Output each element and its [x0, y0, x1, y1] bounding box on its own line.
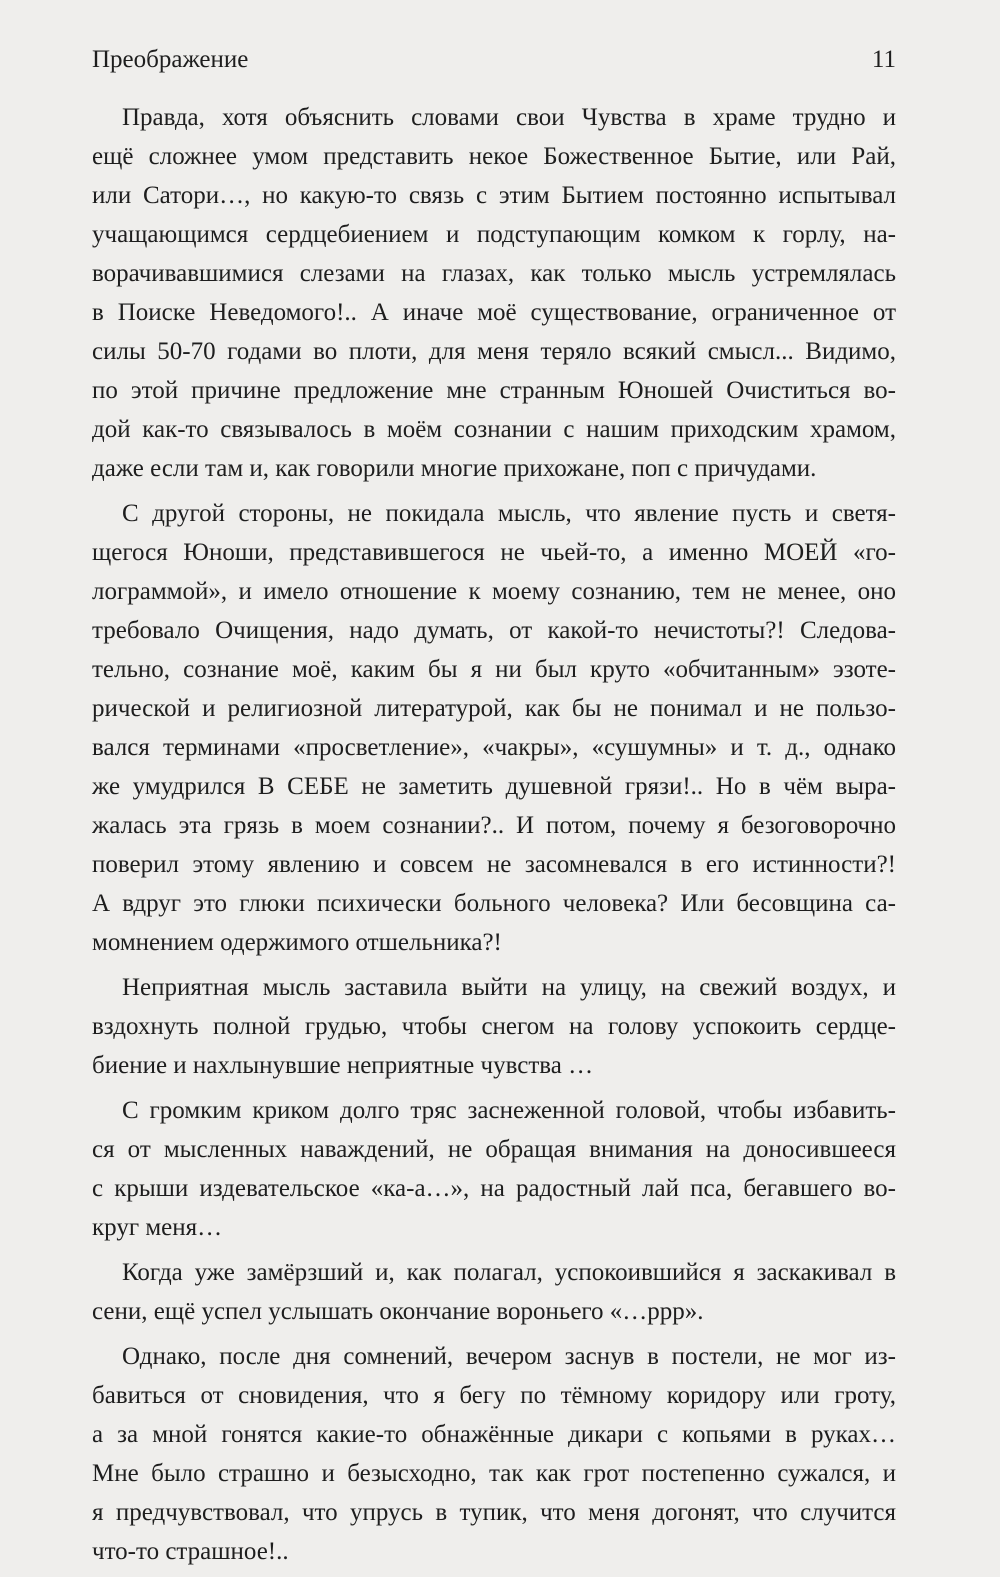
text-line: щегося Юноши, представившегося не чьей-то, а именно МОЕЙ «го-	[92, 539, 896, 566]
text-line: лограммой», и имело отношение к моему сознанию, тем не менее, оно	[92, 578, 896, 605]
text-line: бавиться от сновидения, что я бегу по тёмному коридору или гроту,	[92, 1382, 896, 1409]
text-line: сени, ещё успел услышать окончание вороньего «…ррр».	[92, 1298, 704, 1325]
text-line: А вдруг это глюки психически больного человека? Или бесовщина са-	[92, 890, 896, 917]
text-line: поверил этому явлению и совсем не засомневался в его истинности?!	[92, 851, 896, 878]
page-header	[92, 42, 896, 82]
text-line: рической и религиозной литературой, как бы не понимал и не пользо-	[92, 695, 896, 722]
text-line: ворачивавшимися слезами на глазах, как только мысль устремлялась	[92, 260, 896, 287]
paragraph	[92, 968, 896, 1085]
text-line: Неприятная мысль заставила выйти на улицу, на свежий воздух, и	[122, 974, 896, 1001]
text-line: в Поиске Неведомого!.. А иначе моё существование, ограниченное от	[92, 299, 896, 326]
paragraph	[92, 1091, 896, 1247]
running-title: Преображение	[92, 46, 249, 73]
text-line: С громким криком долго тряс заснеженной головой, чтобы избавить-	[122, 1097, 896, 1124]
paragraph	[92, 494, 896, 962]
paragraph	[92, 1253, 896, 1331]
text-line: Мне было страшно и безысходно, так как грот постепенно сужался, и	[92, 1460, 896, 1487]
text-line: или Сатори…, но какую-то связь с этим Бытием постоянно испытывал	[92, 182, 896, 209]
text-line: требовало Очищения, надо думать, от какой-то нечистоты?! Следова-	[92, 617, 896, 644]
text-line: же умудрился В СЕБЕ не заметить душевной грязи!.. Но в чём выра-	[92, 773, 896, 800]
text-line: ещё сложнее умом представить некое Божественное Бытие, или Рай,	[92, 143, 896, 170]
text-line: я предчувствовал, что упрусь в тупик, что меня догонят, что случится	[92, 1499, 896, 1526]
text-line: тельно, сознание моё, каким бы я ни был круто «обчитанным» эзоте-	[92, 656, 896, 683]
text-line: что-то страшное!..	[92, 1538, 289, 1565]
body-text	[92, 98, 896, 1577]
text-line: ся от мысленных наваждений, не обращая внимания на доносившееся	[92, 1136, 896, 1163]
text-line: круг меня…	[92, 1214, 223, 1241]
text-line: с крыши издевательское «ка-а…», на радостный лай пса, бегавшего во-	[92, 1175, 896, 1202]
text-line: а за мной гонятся какие-то обнажённые дикари с копьями в руках…	[92, 1421, 896, 1448]
page-number: 11	[871, 46, 896, 73]
text-line: С другой стороны, не покидала мысль, что явление пусть и светя-	[122, 500, 896, 527]
text-line: Когда уже замёрзший и, как полагал, успокоившийся я заскакивал в	[122, 1259, 896, 1286]
paragraph	[92, 98, 896, 488]
text-line: по этой причине предложение мне странным Юношей Очиститься во-	[92, 377, 896, 404]
text-line: вался терминами «просветление», «чакры», «сушумны» и т. д., однако	[92, 734, 896, 761]
text-line: жалась эта грязь в моем сознании?.. И потом, почему я безоговорочно	[92, 812, 896, 839]
text-line: Однако, после дня сомнений, вечером заснув в постели, не мог из-	[122, 1343, 896, 1370]
text-line: момнением одержимого отшельника?!	[92, 929, 502, 956]
text-line: биение и нахлынувшие неприятные чувства …	[92, 1052, 594, 1079]
text-line: дой как-то связывалось в моём сознании с нашим приходским храмом,	[92, 416, 896, 443]
text-line: Правда, хотя объяснить словами свои Чувства в храме трудно и	[122, 104, 896, 131]
text-line: силы 50-70 годами во плоти, для меня теряло всякий смысл... Видимо,	[92, 338, 896, 365]
text-line: учащающимся сердцебиением и подступающим комком к горлу, на-	[92, 221, 896, 248]
text-line: вздохнуть полной грудью, чтобы снегом на голову успокоить сердце-	[92, 1013, 896, 1040]
text-line: даже если там и, как говорили многие прихожане, поп с причудами.	[92, 455, 817, 482]
paragraph	[92, 1337, 896, 1571]
